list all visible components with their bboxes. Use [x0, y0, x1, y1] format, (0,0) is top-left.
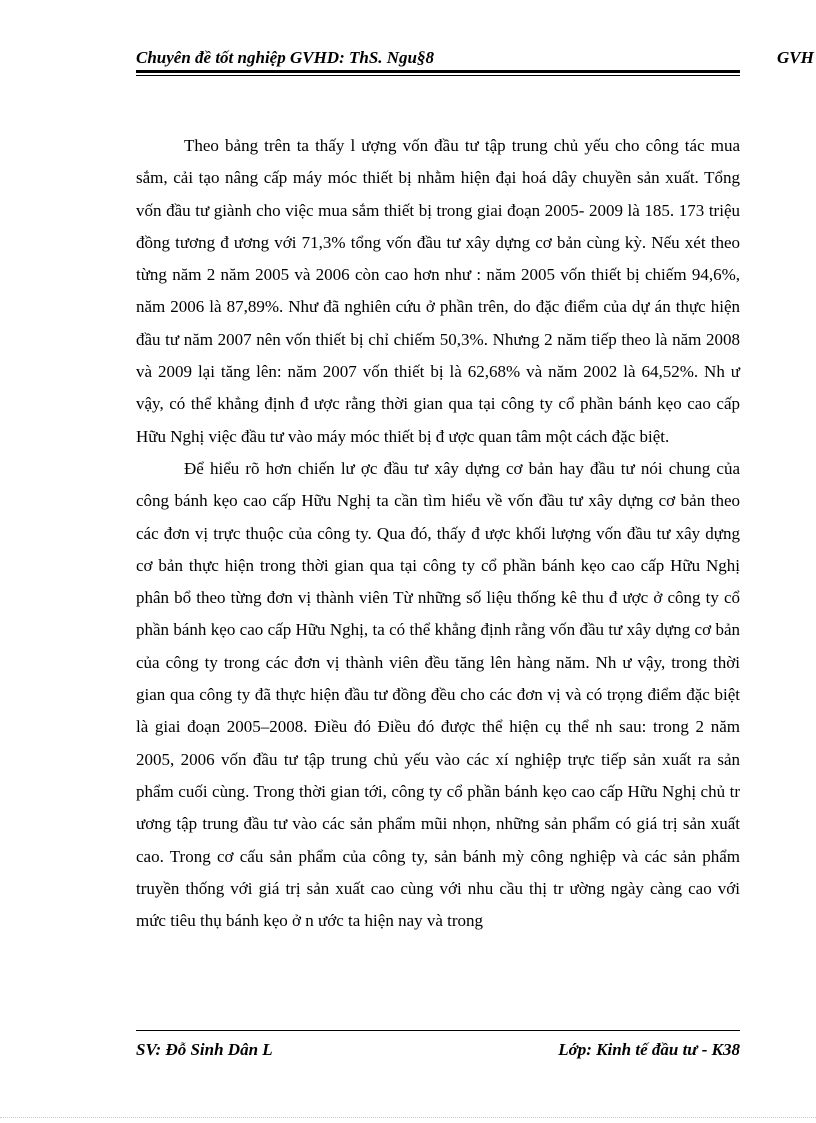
footer-class: Lớp: Kinh tế đầu tư - K38 [558, 1040, 740, 1059]
page-header [0, 0, 816, 80]
paragraph-1: Theo bảng trên ta thấy l ượng vốn đầu tư tập trung chủ yếu cho công tác mua sắm, cải tạo nâng cấp máy móc thiết bị nhằm hiện đại hoá dây chuyền sản xuất. Tổng vốn đầu tư giành cho việc mua sắm thiết bị trong giai đoạn 2005- 2009 là 185. 173 triệu đồng tương đ ương với 71,3% tổng vốn đầu tư xây dựng cơ bản cùng kỳ. Nếu xét theo từng năm 2 năm 2005 và 2006 còn cao hơn như : năm 2005 vốn thiết bị chiếm 94,6%, năm 2006 là 87,89%. Như đã nghiên cứu ở phần trên, do đặc điểm của dự án thực hiện đầu tư năm 2007 nên vốn thiết bị chỉ chiếm 50,3%. Nhưng 2 năm tiếp theo là năm 2008 và 2009 lại tăng lên: năm 2007 vốn thiết bị là 62,68% và năm 2002 là 64,52%. Nh ư vậy, có thể khẳng định đ ược rằng thời gian qua tại công ty cổ phần bánh kẹo cao cấp Hữu Nghị việc đầu tư vào máy móc thiết bị đ ược quan tâm một cách đặc biệt. [136, 136, 740, 446]
bottom-dotted-line [0, 1117, 816, 1118]
footer-rule [136, 1030, 740, 1031]
header-title: Chuyên đề tốt nghiệp GVHD: ThS. Ngu§8 [136, 48, 435, 67]
document-body [136, 130, 740, 937]
footer-student: SV: Đỗ Sinh Dân L [136, 1040, 273, 1059]
header-right-text: GVH [777, 48, 814, 67]
paragraph-2: Để hiểu rõ hơn chiến lư ợc đầu tư xây dựng cơ bản hay đầu tư nói chung của công bánh kẹo cao cấp Hữu Nghị ta cần tìm hiểu về vốn đầu tư xây dựng cơ bản theo các đơn vị trực thuộc của công ty. Qua đó, thấy đ ược khối lượng vốn đầu tư xây dựng cơ bản thực hiện trong thời gian qua tại công ty cổ phần bánh kẹo cao cấp Hữu Nghị phân bổ theo từng đơn vị thành viên Từ những số liệu thống kê thu đ ược ở công ty cổ phần bánh kẹo cao cấp Hữu Nghị, ta có thể khẳng định rằng vốn đầu tư xây dựng cơ bản của công ty trong các đơn vị thành viên đều tăng lên hàng năm. Nh ư vậy, trong thời gian qua công ty đã thực hiện đầu tư đồng đều cho các đơn vị và có trọng điểm đặc biệt là giai đoạn 2005–2008. Điều đó Điều đó được thể hiện cụ thể nh sau: trong 2 năm 2005, 2006 vốn đầu tư tập trung chủ yếu vào các xí nghiệp trực tiếp sản xuất ra sản phẩm cuối cùng. Trong thời gian tới, công ty cổ phần bánh kẹo cao cấp Hữu Nghị chủ tr ương tập trung đầu tư vào các sản phẩm mũi nhọn, những sản phẩm có giá trị sản xuất cao. Trong cơ cấu sản phẩm của công ty, sản bánh mỳ công nghiệp và các sản phẩm truyền thống với giá trị sản xuất cao cùng với nhu cầu thị tr ường ngày càng cao với mức tiêu thụ bánh kẹo ở n ước ta hiện nay và trong [136, 458, 740, 931]
header-rule-thick [136, 70, 740, 73]
header-rule-thin [136, 75, 740, 76]
